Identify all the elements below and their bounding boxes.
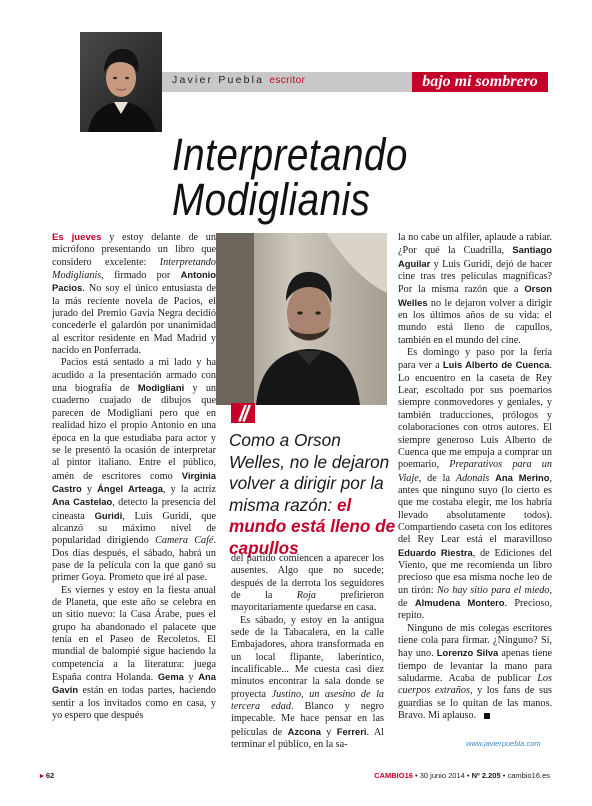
magazine-name: CAMBIO16	[374, 771, 413, 780]
body-text: y	[183, 672, 199, 684]
article-column-3	[398, 232, 552, 722]
author-role: escritor	[269, 75, 306, 86]
body-text: prefirieron mayoritariamente quedarse en casa.	[231, 590, 384, 614]
body-text: y Luis Guridi, dejó de hacer cine tras tres películas magníficas? Por la misma razón que a	[398, 258, 552, 296]
pull-quote-highlight: el mundo está lleno de capullos	[229, 494, 396, 558]
body-text: Pacios está sentado a mi lado y ha acudido a la presentación armado con una biografía de	[52, 357, 216, 395]
pull-quote-text: Como a Orson Welles, no le dejaron volver a dirigir por la misma razón:	[229, 430, 390, 515]
body-text: . Al terminar el público, en la sa-	[231, 726, 385, 751]
body-text: apenas tiene tiempo de levantar la mano para saludarme. Acaba de publicar	[398, 648, 552, 685]
author-website-link[interactable]: www.javierpuebla.com	[466, 739, 541, 748]
body-text: del partido comiencen a aparecer los ausentes. Algo que no sucede; después de la derrota los seguidores de la	[231, 553, 384, 602]
body-text: y estoy delante de un micrófono presentando un libro que considero excelente:	[52, 232, 216, 268]
body-text: y	[81, 483, 98, 495]
body-text: , de Ediciones del Viento, que me recomienda un libro precioso que esa misma noche leo de un tirón:	[398, 547, 552, 596]
footer-separator: •	[466, 771, 470, 780]
title-reference: Adonais	[455, 472, 490, 484]
person-name: Luis Alberto de Cuenca	[442, 359, 550, 371]
title-reference: Camera Café	[155, 535, 214, 547]
quote-mark-icon: //	[231, 403, 255, 423]
body-text: la no cabe un alfiler, aplaude a rabiar. ¿Por qué la Cuadrilla,	[398, 232, 552, 257]
person-name: Ana Gavín	[52, 671, 216, 696]
portrait-image	[216, 233, 387, 405]
article-photo	[216, 233, 387, 405]
article-column-2	[231, 553, 384, 752]
person-name: Modigliani	[137, 382, 185, 394]
author-photo	[80, 32, 162, 132]
page-number-value: 62	[45, 771, 55, 780]
page-number	[40, 771, 54, 780]
issue-date: 30 junio 2014	[419, 771, 465, 780]
paragraph	[398, 232, 552, 347]
headline	[172, 129, 490, 225]
person-name: Eduardo Riestra	[398, 546, 473, 558]
body-text: Es domingo y paso por la feria para ver a	[398, 347, 552, 372]
author-portrait-image	[80, 32, 162, 132]
person-name: Virginia Castro	[52, 469, 216, 494]
body-text: , detecto la presencia del cineasta	[52, 497, 216, 522]
body-text: y	[320, 726, 337, 738]
page-footer	[374, 771, 550, 780]
person-name: Antonio Pacios	[52, 269, 216, 294]
lead-in: Es jueves	[52, 232, 102, 243]
body-text: . Lo encuentro en la caseta de Rey Lear, escoltado por sus poemarios siempre conmovedores y geniales, y también traducciones, prólogos y colaboraciones con otros autores. El siempre generoso Luis Alberto de Cuenca que me empuja a comprar un poemario,	[398, 360, 553, 471]
person-name: Ana Merino	[495, 471, 550, 483]
title-reference: Preparativos para un Viaje	[398, 459, 552, 484]
paragraph	[231, 553, 384, 615]
footer-separator: •	[502, 771, 506, 780]
paragraph	[52, 232, 216, 357]
body-text: , de la	[418, 472, 456, 484]
section-label: bajo mi sombrero	[412, 72, 548, 92]
person-name: Ana Castelao	[52, 496, 113, 508]
body-text: , Luis Guridi, que alcanzó su máximo nivel de popularidad dirigiendo	[52, 510, 216, 547]
pull-quote	[229, 430, 397, 559]
title-reference: Interpretando Modiglianis	[52, 256, 216, 282]
author-byline	[172, 74, 305, 86]
person-name: Guridi	[94, 509, 123, 521]
body-text: , de	[398, 584, 552, 609]
body-text: , y la actriz	[162, 483, 216, 495]
person-name: Santiago Aguilar	[398, 244, 552, 269]
headline-line-2: Modiglianis	[172, 174, 371, 225]
person-name: Orson Welles	[398, 283, 552, 308]
paragraph	[398, 623, 552, 723]
body-text: . Precioso, repito.	[398, 597, 553, 622]
paragraph	[52, 585, 216, 723]
article-column-1	[52, 232, 216, 722]
body-text: . Blanco y negro impecable. Me hace pensar en las películas de	[231, 701, 385, 738]
paragraph	[231, 615, 384, 752]
body-text: están en todas partes, haciendo sentir a los invitados como en casa, y yo espero que después	[52, 685, 216, 722]
footer-separator: •	[415, 771, 418, 780]
headline-line-1: Interpretando	[172, 129, 408, 180]
person-name: Gema	[157, 671, 184, 683]
body-text: . Dos días después, el sábado, habrá un pase de la película con la que ganó su primer Goya. Prometo que iré al pase.	[52, 535, 216, 584]
person-name: Ferreri	[336, 725, 367, 737]
title-reference: No hay sitio para el miedo	[436, 584, 550, 596]
person-name: Ángel Arteaga	[97, 482, 163, 494]
body-text: , y los fans de sus guardias se lo quitan de las manos. Bravo. Mi aplauso.	[398, 685, 553, 722]
title-reference: Los cuerpos extraños	[398, 673, 552, 697]
body-text: no le dejaron volver a dirigir en los últimos años de su vida: el mundo está lleno de capullos, también en el mundo del cine.	[398, 297, 552, 346]
title-reference: Justino, un asesino de la tercera edad	[231, 688, 384, 713]
author-name: Javier Puebla	[172, 74, 265, 86]
body-text: . No soy el único entusiasta de la más reciente novela de Pacios, el jurado del Premio Gavia Negra decidió concederle el galardón por unanimidad al escritor residente en Mad Madrid y nacido en Ponferrada.	[52, 283, 216, 357]
person-name: Lorenzo Silva	[436, 647, 499, 659]
title-reference: Roja	[296, 590, 317, 602]
body-text: Es sábado, y estoy en la antigua sede de la Tabacalera, en la calle Embajadores, ahora transformada en un local flipante, laberíntico, incalificable... Me cuesta casi diez minutos encontrar la sala donde se proyecta	[231, 614, 384, 700]
body-text: Es viernes y estoy en la fiesta anual de Planeta, que este año se celebra en un sitio nuevo: la Casa Árabe, pues el grupo ha abandonado el palacete que tenía en el Paseo de Recoletos. El mundial de balompié sigue haciendo la competencia a la literatura: juega España contra Holanda.	[52, 584, 216, 684]
body-text: , antes que ninguno suyo (lo cierto es que me costaba elegir, me los habría llevado absolutamente todos). Compartiendo caseta con los editores del Rey Lear está el maravilloso	[398, 472, 553, 546]
body-text: , firmado por	[101, 270, 181, 282]
body-text: y un cuaderno cuajado de dibujos que parecen de Modigliani pero que en realidad hizo el propio Antonio en una época en la que estudiaba para actor y se le presentó la ocasión de interpretar al pintor italiano. Entre el público, amén de escritores como	[52, 383, 216, 482]
paragraph	[52, 357, 216, 584]
paragraph	[398, 347, 552, 623]
person-name: Azcona	[287, 725, 321, 737]
magazine-url: cambio16.es	[507, 771, 550, 780]
end-mark-icon	[484, 713, 490, 719]
body-text: Ninguno de mis colegas escritores tiene cola para firmar. ¿Ninguno? Sí, hay uno.	[398, 622, 552, 660]
folio-mark-icon: ▸	[40, 771, 44, 780]
issue-number: Nº 2.205	[471, 771, 501, 780]
person-name: Almudena Montero	[414, 596, 505, 608]
